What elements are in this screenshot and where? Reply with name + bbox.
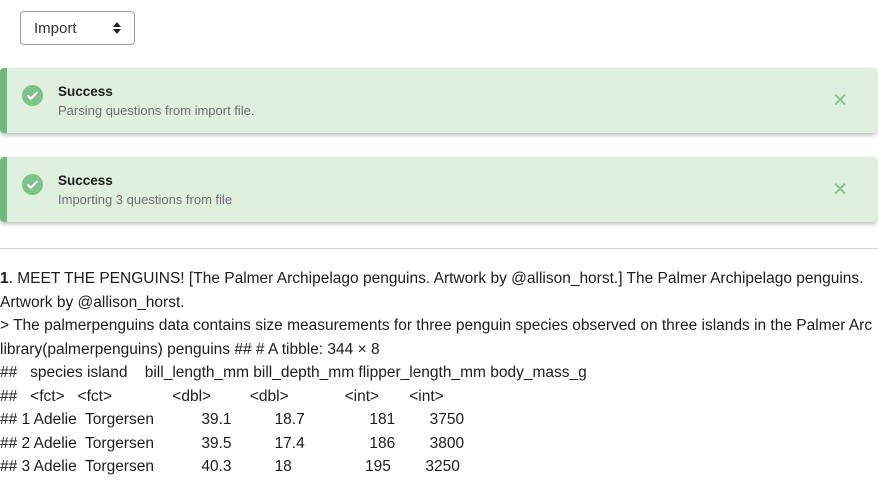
question-text: . MEET THE PENGUINS! [The Palmer Archipelago penguins. Artwork by @allison_horst.] The Palmer Archipelago penguins. Artwork by @allison_horst. <box>0 270 864 311</box>
alert-title: Success <box>58 84 113 99</box>
console-line: ## species island bill_length_mm bill_depth_mm flipper_length_mm body_mass_g <box>0 364 587 381</box>
section-divider <box>0 248 878 249</box>
console-line: ## 1 Adelie Torgersen 39.1 18.7 181 3750 <box>0 411 465 428</box>
success-alert <box>0 68 877 133</box>
console-line: ## 2 Adelie Torgersen 39.5 17.4 186 3800 <box>0 434 465 452</box>
check-circle-icon <box>22 85 43 106</box>
question-title <box>0 267 878 314</box>
import-select-value: Import <box>34 19 77 37</box>
console-line: > The palmerpenguins data contains size measurements for three penguin species observed on three islands in the Palmer Arc <box>0 317 873 334</box>
import-select[interactable] <box>20 11 135 45</box>
console-line: library(palmerpenguins) penguins ## # A tibble: 344 × 8 <box>0 340 380 358</box>
check-circle-icon <box>22 174 43 195</box>
console-line: ## 3 Adelie Torgersen 40.3 18 195 3250 <box>0 458 460 475</box>
question-number: 1 <box>0 270 9 287</box>
alert-title: Success <box>58 173 113 188</box>
select-updown-icon <box>113 22 121 34</box>
close-icon[interactable]: ✕ <box>832 90 848 111</box>
console-line: ## <fct> <fct> <dbl> <dbl> <int> <int> <box>0 387 444 405</box>
success-alert <box>0 157 877 222</box>
close-icon[interactable]: ✕ <box>832 179 848 200</box>
alert-message: Parsing questions from import file. <box>58 103 255 118</box>
alert-message: Importing 3 questions from file <box>58 192 233 207</box>
question-preview <box>0 267 878 479</box>
